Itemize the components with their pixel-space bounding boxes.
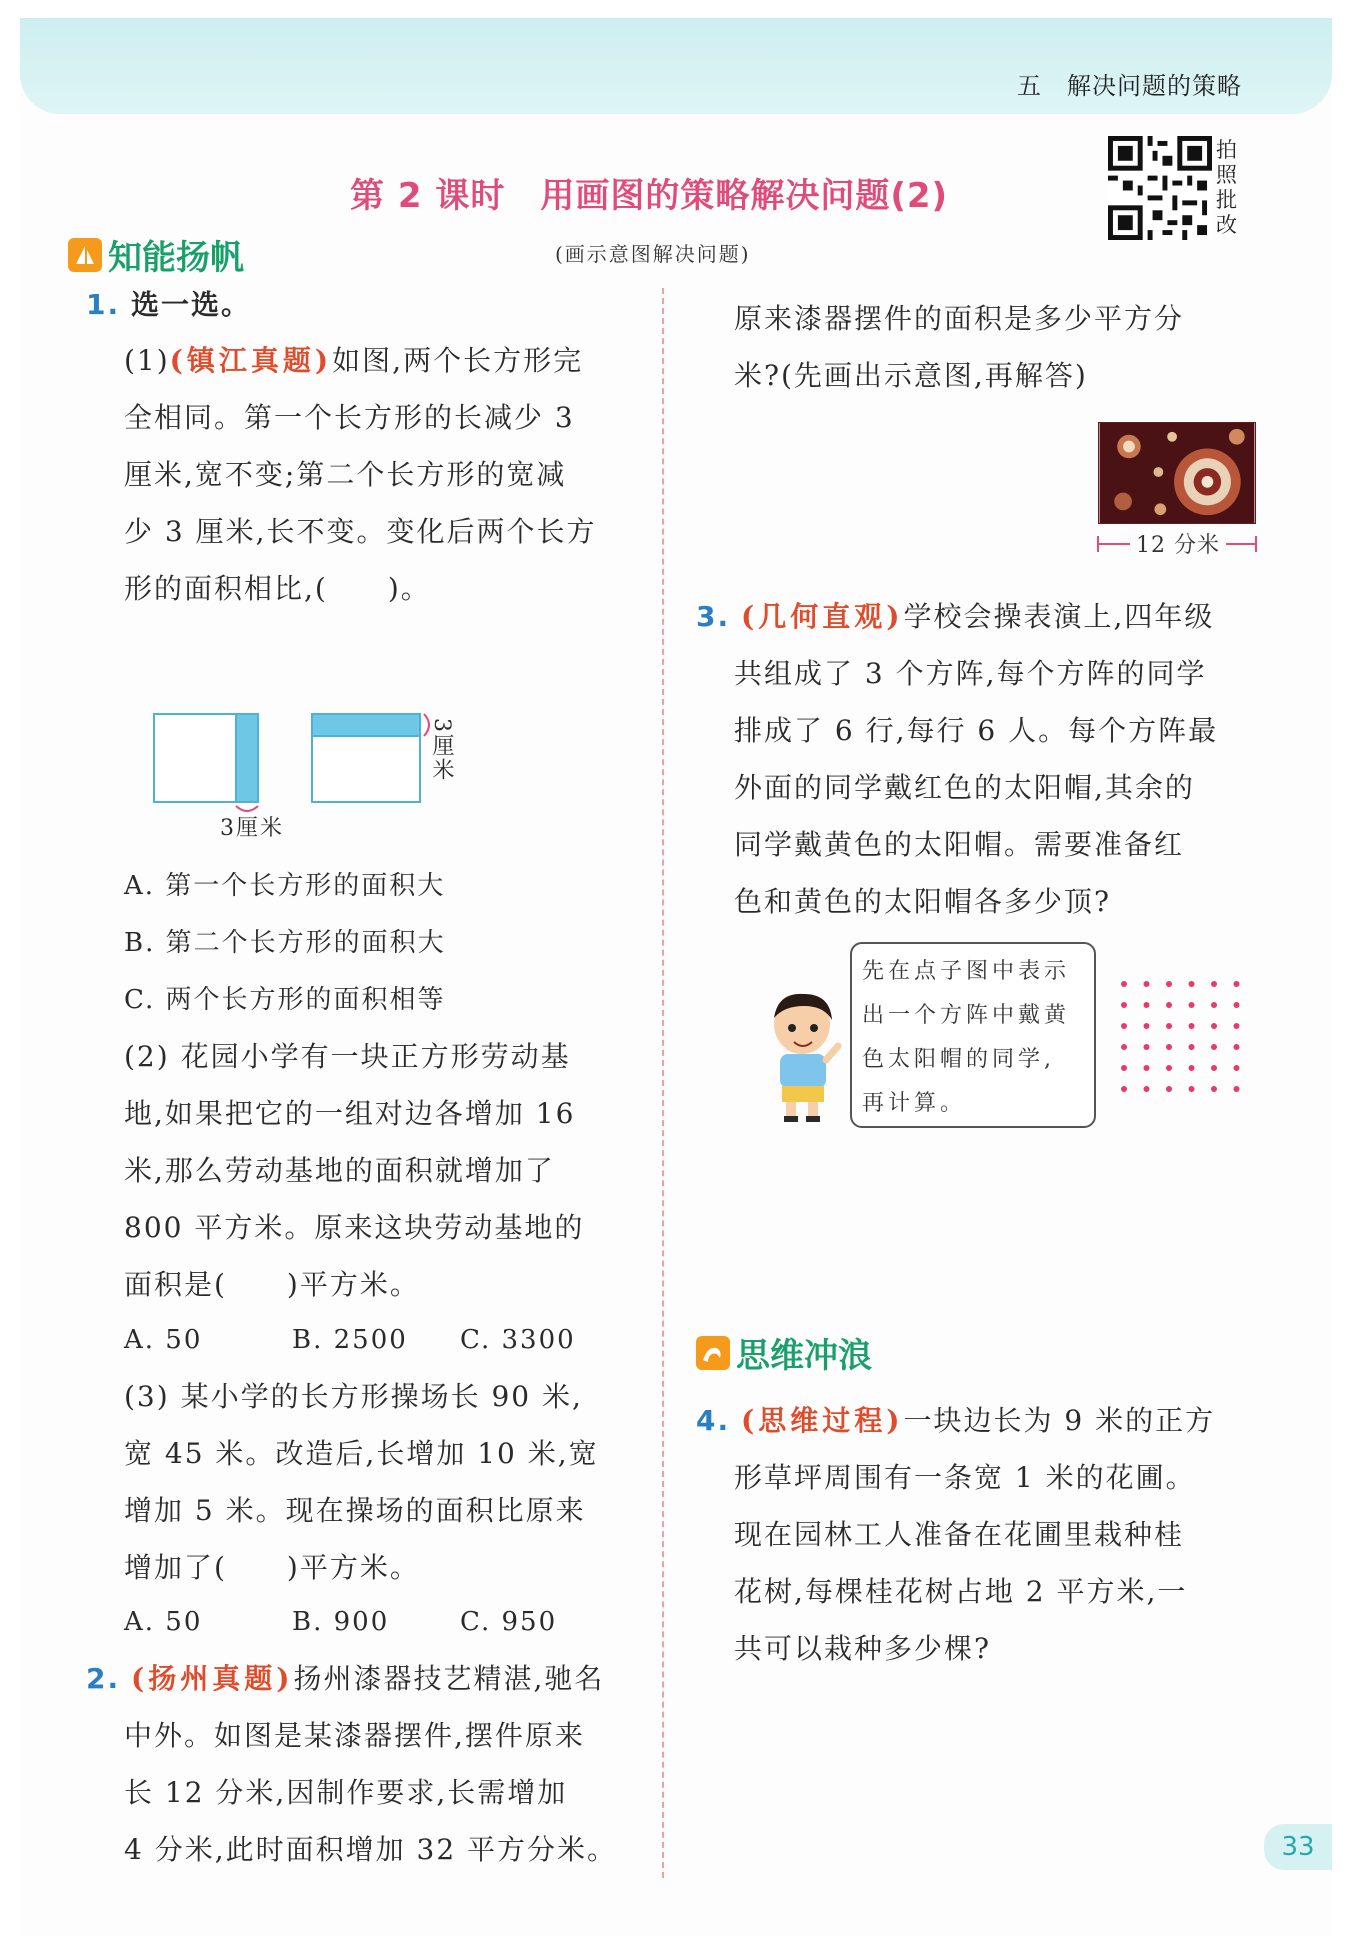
grid-dot[interactable] <box>1121 1065 1127 1071</box>
q1-title <box>86 276 251 333</box>
text-line <box>86 1650 666 1707</box>
text-line: 共可以栽种多少棵? <box>734 1632 992 1665</box>
grid-dot[interactable] <box>1211 1065 1217 1071</box>
text-line: 形的面积相比,( )。 <box>124 572 431 605</box>
text-line <box>696 588 1296 645</box>
text-line: 外面的同学戴红色的太阳帽,其余的 <box>734 771 1195 804</box>
question-tag: (镇江真题) <box>169 344 333 377</box>
text-line: 同学戴黄色的太阳帽。需要准备红 <box>734 828 1185 861</box>
question-number: 1. <box>86 288 121 321</box>
grid-dot[interactable] <box>1234 981 1240 987</box>
text-line: 一块边长为 9 米的正方 <box>903 1404 1216 1437</box>
grid-dot[interactable] <box>1189 1065 1195 1071</box>
text-line: 增加 5 米。现在操场的面积比原来 <box>124 1494 586 1527</box>
section-zhineng <box>68 230 244 279</box>
section-title: 知能扬帆 <box>108 238 244 278</box>
text-line: 宽 45 米。改造后,长增加 10 米,宽 <box>124 1437 599 1470</box>
text-line: 中外。如图是某漆器摆件,摆件原来 <box>124 1719 585 1752</box>
grid-dot[interactable] <box>1189 981 1195 987</box>
grid-dot[interactable] <box>1144 1065 1150 1071</box>
text-line: 扬州漆器技艺精湛,驰名 <box>293 1662 605 1695</box>
option-c[interactable]: C. 3300 <box>460 1325 576 1355</box>
option-a[interactable]: A. 第一个长方形的面积大 <box>124 871 446 901</box>
grid-dot[interactable] <box>1121 1023 1127 1029</box>
lacquer-ornament-image <box>1098 422 1256 524</box>
grid-dot[interactable] <box>1211 1086 1217 1092</box>
text-line: 先在点子图中表示 <box>862 959 1071 984</box>
brace-bottom <box>236 806 258 811</box>
text-line: 4 分米,此时面积增加 32 平方分米。 <box>124 1833 618 1866</box>
lesson-subtitle: (画示意图解决问题) <box>555 242 751 266</box>
option-c[interactable]: C. 两个长方形的面积相等 <box>124 985 446 1015</box>
text-line: 原来漆器摆件的面积是多少平方分 <box>734 302 1185 335</box>
text-line: 学校会操表演上,四年级 <box>903 600 1215 633</box>
grid-dot[interactable] <box>1121 1086 1127 1092</box>
section-siwei <box>696 1328 872 1377</box>
option-b[interactable]: B. 2500 <box>292 1325 408 1355</box>
grid-dot[interactable] <box>1144 1044 1150 1050</box>
grid-dot[interactable] <box>1166 1065 1172 1071</box>
wave-icon <box>696 1336 730 1370</box>
text-line: 共组成了 3 个方阵,每个方阵的同学 <box>734 657 1207 690</box>
q1-part1 <box>124 332 664 617</box>
q1-part2 <box>124 1028 584 1313</box>
grid-dot[interactable] <box>1211 1044 1217 1050</box>
grid-dot[interactable] <box>1166 981 1172 987</box>
grid-dot[interactable] <box>1121 981 1127 987</box>
grid-dot[interactable] <box>1189 1002 1195 1008</box>
text-line: 色太阳帽的同学, <box>862 1047 1055 1072</box>
q1-part1-options <box>124 858 446 1029</box>
text-line <box>124 332 664 389</box>
grid-dot[interactable] <box>1189 1023 1195 1029</box>
q1-part3 <box>124 1368 599 1596</box>
fig-bottom-label: 3厘米 <box>220 816 284 841</box>
text-line: 长 12 分米,因制作要求,长需增加 <box>124 1776 568 1809</box>
q2-continued <box>734 290 1184 404</box>
option-c[interactable]: C. 950 <box>460 1607 558 1637</box>
grid-dot[interactable] <box>1166 1023 1172 1029</box>
question-number: 3. <box>696 600 731 633</box>
text-line: 面积是( )平方米。 <box>124 1268 420 1301</box>
fig-side-label: 3厘米 <box>429 718 454 782</box>
q1-instruction: 选一选。 <box>131 288 252 321</box>
qr-code-icon[interactable] <box>1108 136 1212 240</box>
question-number: 2. <box>86 1662 121 1695</box>
grid-dot[interactable] <box>1234 1023 1240 1029</box>
grid-dot[interactable] <box>1189 1086 1195 1092</box>
grid-dot[interactable] <box>1144 981 1150 987</box>
text-line: 地,如果把它的一组对边各增加 16 <box>124 1097 576 1130</box>
question-tag: (思维过程) <box>741 1404 904 1437</box>
text-line: 厘米,宽不变;第二个长方形的宽减 <box>124 458 567 491</box>
page <box>20 18 1332 1936</box>
grid-dot[interactable] <box>1211 981 1217 987</box>
text-line: 形草坪周围有一条宽 1 米的花圃。 <box>734 1461 1196 1494</box>
grid-dot[interactable] <box>1144 1002 1150 1008</box>
text-line: 花树,每棵桂花树占地 2 平方米,一 <box>734 1575 1188 1608</box>
text-line: (3) 某小学的长方形操场长 90 米, <box>124 1380 583 1413</box>
question-number: 4. <box>696 1404 731 1437</box>
chapter-title: 五 解决问题的策略 <box>1017 72 1242 100</box>
option-b[interactable]: B. 900 <box>292 1607 390 1637</box>
text-line: 少 3 厘米,长不变。变化后两个长方 <box>124 515 597 548</box>
q1-part3-options <box>124 1594 557 1651</box>
text-line: 现在园林工人准备在花圃里栽种桂 <box>734 1518 1185 1551</box>
header-band <box>20 18 1332 114</box>
dot-grid[interactable] <box>1116 976 1246 1096</box>
grid-dot[interactable] <box>1234 1086 1240 1092</box>
text-line: 全相同。第一个长方形的长减少 3 <box>124 401 575 434</box>
grid-dot[interactable] <box>1211 1002 1217 1008</box>
shaded-strip-one <box>236 714 258 802</box>
boy-cartoon-icon <box>758 988 848 1124</box>
text-line: (2) 花园小学有一块正方形劳动基 <box>124 1040 571 1073</box>
sail-icon <box>68 238 102 272</box>
question-tag: (扬州真题) <box>131 1662 294 1695</box>
shaded-strip-two <box>312 714 420 736</box>
grid-dot[interactable] <box>1121 1002 1127 1008</box>
grid-dot[interactable] <box>1144 1023 1150 1029</box>
q1-part2-options <box>124 1312 576 1369</box>
grid-dot[interactable] <box>1166 1086 1172 1092</box>
text-line: 如图,两个长方形完 <box>332 344 584 377</box>
grid-dot[interactable] <box>1144 1086 1150 1092</box>
qr-label: 拍照批改 <box>1216 138 1237 237</box>
hint-bubble <box>850 942 1096 1128</box>
text-line: 再计算。 <box>862 1091 967 1116</box>
grid-dot[interactable] <box>1121 1044 1127 1050</box>
option-b[interactable]: B. 第二个长方形的面积大 <box>124 928 446 958</box>
grid-dot[interactable] <box>1234 1044 1240 1050</box>
text-line: 800 平方米。原来这块劳动基地的 <box>124 1211 585 1244</box>
option-a[interactable]: A. 50 <box>124 1325 203 1355</box>
grid-dot[interactable] <box>1166 1044 1172 1050</box>
grid-dot[interactable] <box>1234 1002 1240 1008</box>
section-title: 思维冲浪 <box>736 1336 872 1376</box>
text-line: 米?(先画出示意图,再解答) <box>734 359 1088 392</box>
grid-dot[interactable] <box>1189 1044 1195 1050</box>
text-line: 出一个方阵中戴黄 <box>862 1003 1071 1028</box>
page-number: 33 <box>1264 1824 1332 1870</box>
part-prefix: (1) <box>124 344 170 377</box>
lesson-title: 第 2 课时 用画图的策略解决问题(2) <box>350 176 949 216</box>
text-line <box>696 1392 1296 1449</box>
text-line: 排成了 6 行,每行 6 人。每个方阵最 <box>734 714 1219 747</box>
q4-text <box>696 1392 1296 1677</box>
q2-text <box>86 1650 666 1878</box>
question-tag: (几何直观) <box>741 600 904 633</box>
grid-dot[interactable] <box>1234 1065 1240 1071</box>
dimension-label: 12 分米 <box>1130 528 1226 559</box>
grid-dot[interactable] <box>1211 1023 1217 1029</box>
grid-dot[interactable] <box>1166 1002 1172 1008</box>
q3-text <box>696 588 1296 930</box>
text-line: 色和黄色的太阳帽各多少顶? <box>734 885 1112 918</box>
option-a[interactable]: A. 50 <box>124 1607 203 1637</box>
text-line: 米,那么劳动基地的面积就增加了 <box>124 1154 555 1187</box>
text-line: 增加了( )平方米。 <box>124 1551 420 1584</box>
